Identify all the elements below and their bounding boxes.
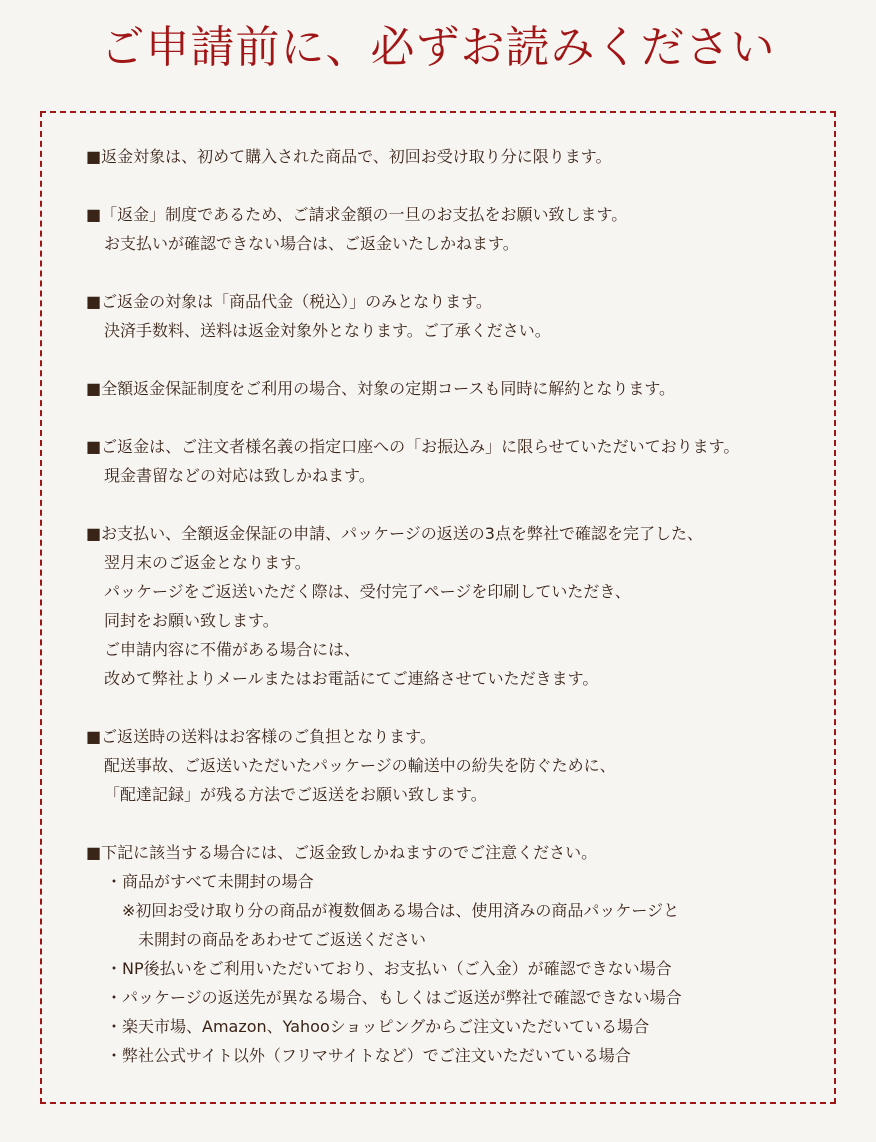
exclusion-item: ・NP後払いをご利用いただいており、お支払い（ご入金）が確認できない場合 — [106, 959, 672, 978]
notice-section-shipping — [86, 722, 826, 809]
notice-line: ■返金対象は、初めて購入された商品で、初回お受け取り分に限ります。 — [86, 147, 612, 166]
exclusion-item: ・商品がすべて未開封の場合 — [106, 872, 314, 891]
notice-line: ご申請内容に不備がある場合には、 — [104, 640, 361, 659]
notice-line: 決済手数料、送料は返金対象外となります。ご了承ください。 — [104, 321, 551, 340]
notice-section-cancellation — [86, 374, 826, 403]
notice-section-refund-scope — [86, 287, 826, 345]
notice-line: 現金書留などの対応は致しかねます。 — [104, 466, 375, 485]
notice-line: ■お支払い、全額返金保証の申請、パッケージの返送の3点を弊社で確認を完了した、 — [86, 524, 703, 543]
notice-section-payment — [86, 200, 826, 258]
notice-line: 配送事故、ご返送いただいたパッケージの輸送中の紛失を防ぐために、 — [104, 756, 616, 775]
notice-line: ■ご返金の対象は「商品代金（税込）」のみとなります。 — [86, 292, 492, 311]
notice-line: 「配達記録」が残る方法でご返送をお願い致します。 — [104, 785, 487, 804]
notice-line: ■全額返金保証制度をご利用の場合、対象の定期コースも同時に解約となります。 — [86, 379, 676, 398]
notice-section-transfer — [86, 432, 826, 490]
notice-section-exclusions — [86, 838, 826, 1070]
notice-section-refund-target — [86, 142, 826, 171]
exclusion-item: ・弊社公式サイト以外（フリマサイトなど）でご注文いただいている場合 — [106, 1046, 631, 1065]
notice-line: 同封をお願い致します。 — [104, 611, 279, 630]
notice-line: ■下記に該当する場合には、ご返金致しかねますのでご注意ください。 — [86, 843, 598, 862]
exclusion-item: ・楽天市場、Amazon、Yahooショッピングからご注文いただいている場合 — [106, 1017, 650, 1036]
notice-line: 改めて弊社よりメールまたはお電話にてご連絡させていただきます。 — [104, 669, 599, 688]
notice-line: 翌月末のご返金となります。 — [104, 553, 311, 572]
notice-line: ■ご返金は、ご注文者様名義の指定口座への「お振込み」に限らせていただいております。 — [86, 437, 740, 456]
exclusion-item: ・パッケージの返送先が異なる場合、もしくはご返送が弊社で確認できない場合 — [106, 988, 682, 1007]
notice-line: お支払いが確認できない場合は、ご返金いたしかねます。 — [104, 234, 519, 253]
notice-section-timing — [86, 519, 826, 693]
exclusion-note: 未開封の商品をあわせてご返送ください — [138, 930, 427, 949]
notice-line: パッケージをご返送いただく際は、受付完了ページを印刷していただき、 — [104, 582, 631, 601]
notice-line: ■「返金」制度であるため、ご請求金額の一旦のお支払をお願い致します。 — [86, 205, 628, 224]
page-title: ご申請前に、必ずお読みください — [100, 22, 776, 73]
exclusion-note: ※初回お受け取り分の商品が複数個ある場合は、使用済みの商品パッケージと — [122, 901, 680, 920]
notice-content — [86, 142, 826, 1099]
notice-line: ■ご返送時の送料はお客様のご負担となります。 — [86, 727, 436, 746]
